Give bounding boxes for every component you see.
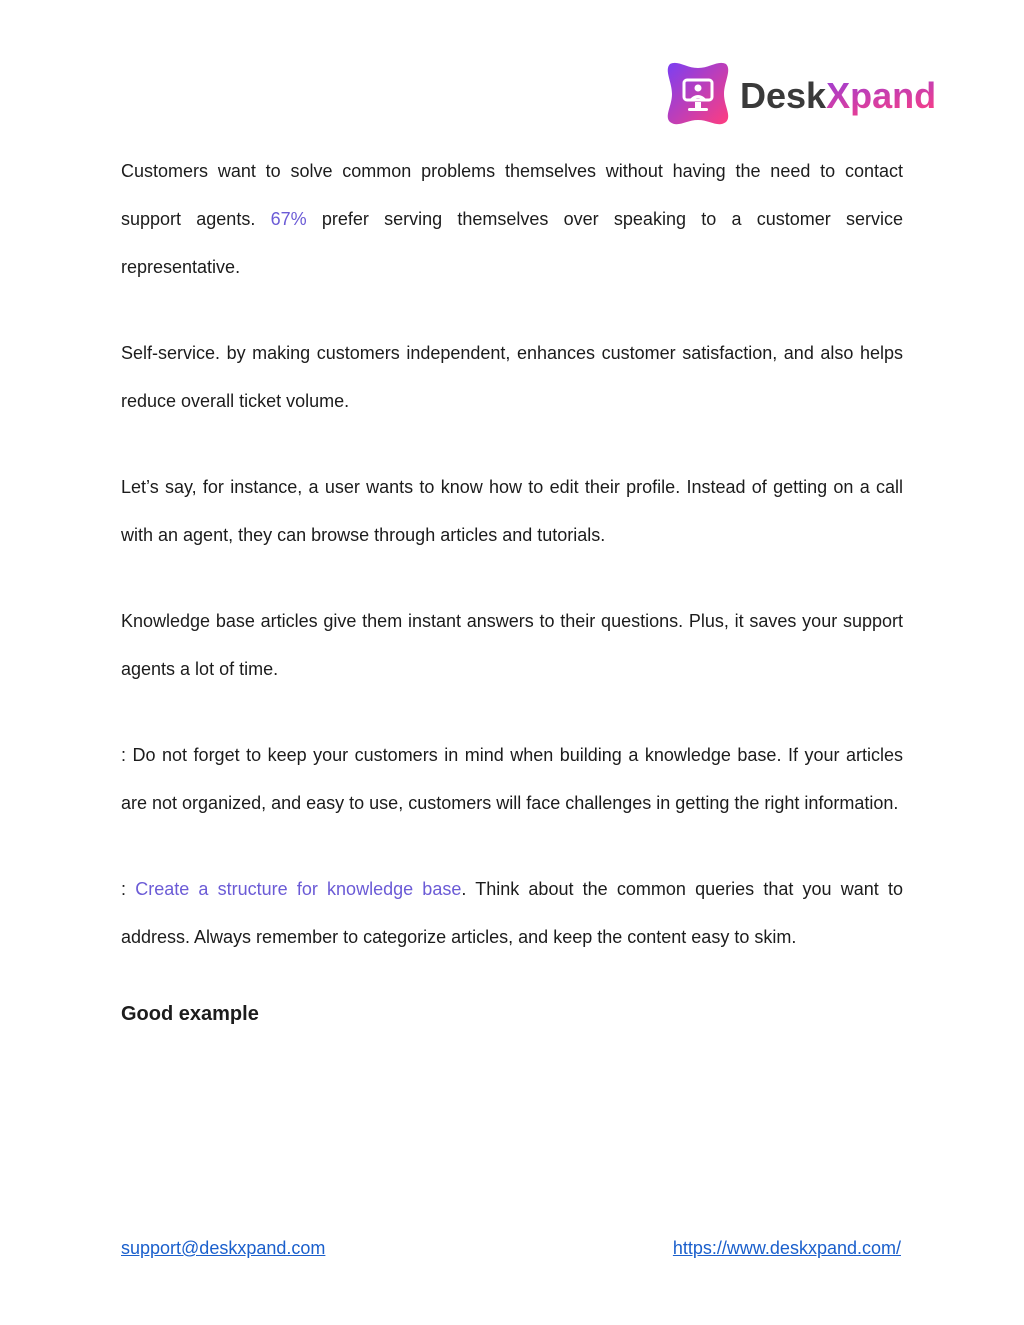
paragraph-self-service-preference: Customers want to solve common problems themselves without having the need to contact support agents. 67% prefer serving themselves over speaking to a customer service representative. (121, 161, 903, 277)
brand-logo (664, 60, 944, 128)
structure-link[interactable]: Create a structure for knowledge base (135, 879, 462, 899)
brand-name-part2: Xpand (826, 75, 937, 116)
section-heading: Good example (121, 1003, 259, 1025)
brand-name-part1: Desk (740, 75, 827, 116)
paragraph-tip-structure: : Create a structure for knowledge base. Think about the common queries that you want to address. Always remember to categorize articles, and keep the content easy to skim. (121, 879, 903, 947)
deskxpand-logo-icon (664, 60, 944, 128)
paragraph-self-service-benefits: Self-service. by making customers independent, enhances customer satisfaction, and also helps reduce overall ticket volume. (121, 343, 903, 411)
article-body (121, 147, 903, 1029)
paragraph-example: Let’s say, for instance, a user wants to know how to edit their profile. Instead of getting on a call with an agent, they can browse through articles and tutorials. (121, 477, 903, 545)
support-email-link[interactable]: support@deskxpand.com (121, 1238, 326, 1258)
svg-text:DeskXpand (740, 75, 936, 116)
website-link[interactable]: https://www.deskxpand.com/ (672, 1238, 901, 1258)
statistic-highlight: 67% (270, 209, 307, 229)
page-footer (121, 1238, 901, 1264)
paragraph-tip-customers: : Do not forget to keep your customers in mind when building a knowledge base. If your articles are not organized, and easy to use, customers will face challenges in getting the right information. (121, 745, 903, 813)
paragraph-knowledge-base: Knowledge base articles give them instant answers to their questions. Plus, it saves your support agents a lot of time. (121, 611, 903, 679)
